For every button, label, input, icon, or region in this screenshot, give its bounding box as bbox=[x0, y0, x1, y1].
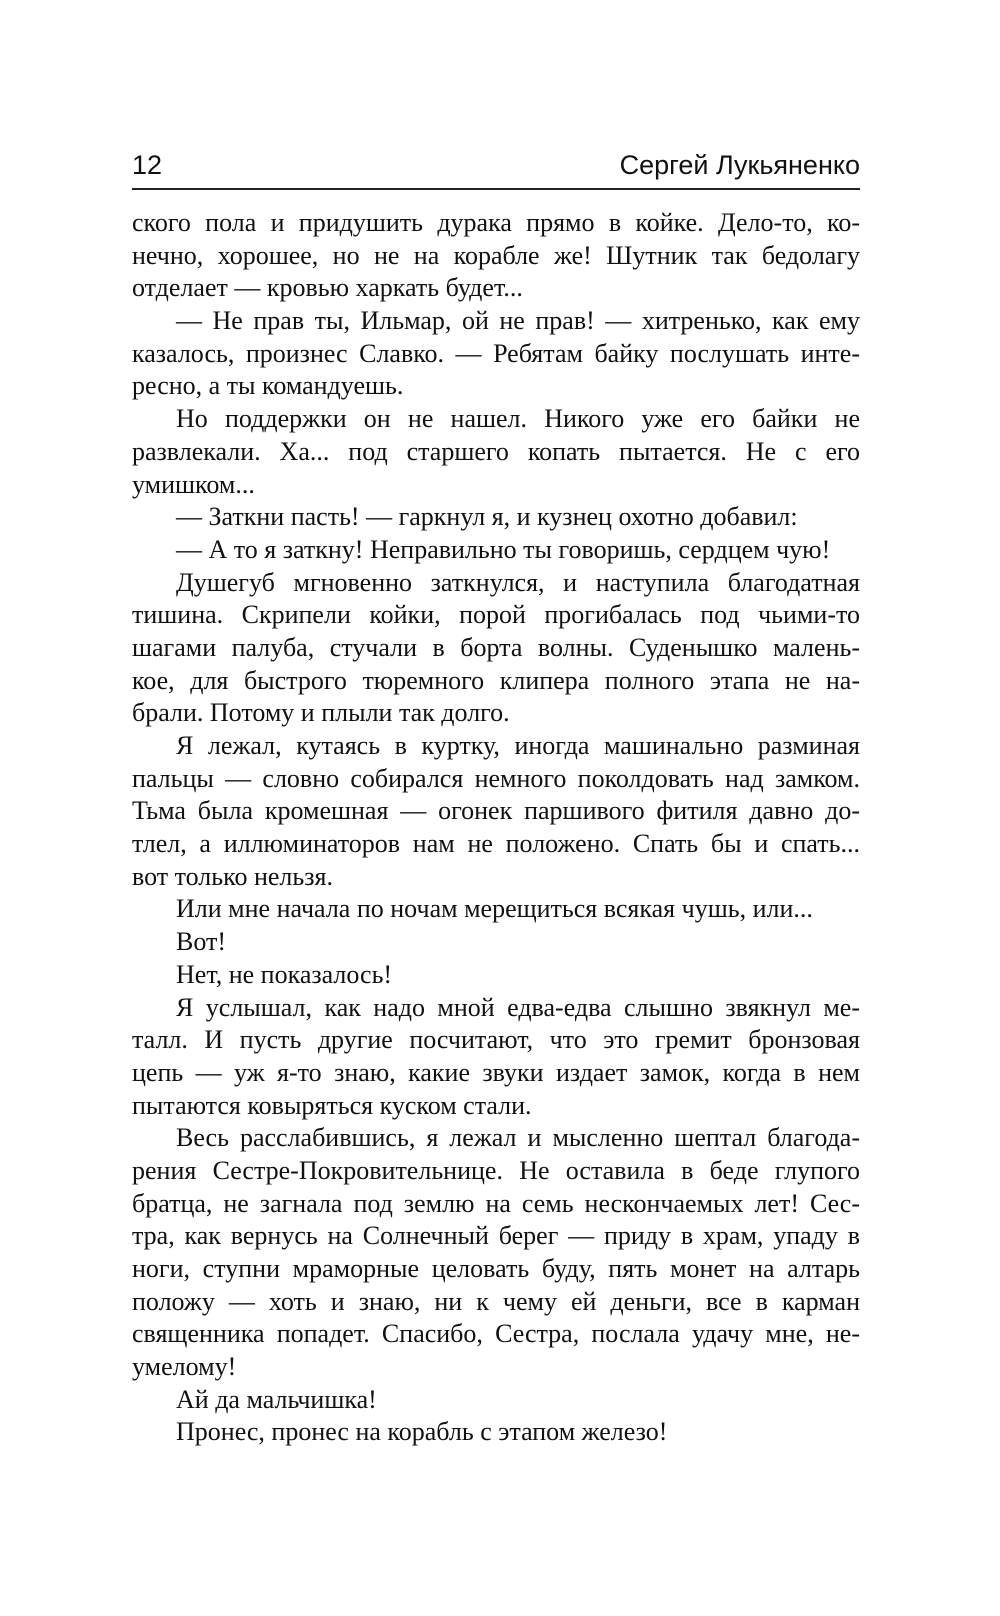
text-line: шагами палуба, стучали в борта волны. Суденышко малень- bbox=[132, 632, 860, 662]
text-line: положу — хоть и знаю, ни к чему ей деньги, все в карман bbox=[132, 1286, 860, 1316]
paragraph bbox=[132, 534, 860, 567]
text-line: Или мне начала по ночам мерещиться всякая чушь, или... bbox=[176, 894, 813, 924]
text-line: Но поддержки он не нашел. Никого уже его байки не bbox=[176, 404, 860, 434]
text-line: — Не прав ты, Ильмар, ой не прав! — хитренько, как ему bbox=[176, 306, 860, 336]
paragraph bbox=[132, 207, 860, 305]
text-line: пальцы — словно собирался немного поколдовать над замком. bbox=[132, 763, 860, 793]
text-line: Весь расслабившись, я лежал и мысленно шептал благода- bbox=[176, 1123, 860, 1153]
text-line: отделает — кровью харкать будет... bbox=[132, 273, 523, 303]
text-line: нечно, хорошее, но не на корабле же! Шутник так бедолагу bbox=[132, 240, 860, 270]
text-line: Вот! bbox=[176, 927, 227, 957]
paragraph bbox=[132, 1122, 860, 1384]
text-line: Я услышал, как надо мной едва-едва слышно звякнул ме- bbox=[176, 992, 860, 1022]
paragraph bbox=[132, 1384, 860, 1417]
paragraph bbox=[132, 959, 860, 992]
text-line: тишина. Скрипели койки, порой прогибалась под чьими-то bbox=[132, 600, 860, 630]
text-line: пытаются ковыряться куском стали. bbox=[132, 1090, 532, 1120]
paragraph bbox=[132, 403, 860, 501]
text-line: рения Сестре-Покровительнице. Не оставила в беде глупого bbox=[132, 1155, 860, 1185]
text-line: Душегуб мгновенно заткнулся, и наступила благодатная bbox=[176, 567, 860, 597]
text-line: Я лежал, кутаясь в куртку, иногда машинально разминая bbox=[176, 731, 860, 760]
paragraph bbox=[132, 730, 860, 893]
text-line: ноги, ступни мраморные целовать буду, пять монет на алтарь bbox=[132, 1254, 860, 1283]
paragraph bbox=[132, 305, 860, 403]
text-line: умишком... bbox=[132, 469, 255, 499]
paragraph bbox=[132, 501, 860, 534]
text-line: Ай да мальчишка! bbox=[176, 1384, 377, 1414]
paragraph bbox=[132, 893, 860, 926]
text-line: Нет, не показалось! bbox=[176, 959, 393, 989]
text-line: кое, для быстрого тюремного клипера полного этапа не на- bbox=[132, 665, 860, 695]
text-line: — Заткни пасть! — гаркнул я, и кузнец охотно добавил: bbox=[176, 502, 798, 532]
text-line: тлел, а иллюминаторов нам не положено. Спать бы и спать... bbox=[132, 829, 860, 859]
text-line: умелому! bbox=[132, 1352, 237, 1382]
paragraph bbox=[132, 1416, 860, 1449]
text-line: цепь — уж я-то знаю, какие звуки издает замок, когда в нем bbox=[132, 1057, 860, 1087]
text-line: ского пола и придушить дурака прямо в койке. Дело-то, ко- bbox=[132, 208, 860, 237]
text-line: талл. И пусть другие посчитают, что это гремит бронзовая bbox=[132, 1025, 860, 1055]
text-line: ресно, а ты командуешь. bbox=[132, 371, 404, 401]
text-line: вот только нельзя. bbox=[132, 861, 333, 891]
text-line: священника попадет. Спасибо, Сестра, послала удачу мне, не- bbox=[132, 1319, 860, 1349]
text-line: казалось, произнес Славко. — Ребятам байку послушать инте- bbox=[132, 338, 860, 368]
text-line: Пронес, пронес на корабль с этапом железо! bbox=[176, 1417, 668, 1447]
author-name: Сергей Лукьяненко bbox=[619, 150, 860, 180]
text-line: тра, как вернусь на Солнечный берег — приду в храм, упаду в bbox=[132, 1221, 860, 1251]
paragraph bbox=[132, 926, 860, 959]
body-text bbox=[132, 207, 860, 1449]
text-line: брали. Потому и плыли так долго. bbox=[132, 698, 510, 728]
text-line: братца, не загнала под землю на семь нескончаемых лет! Сес- bbox=[132, 1188, 860, 1218]
paragraph bbox=[132, 567, 860, 730]
paragraph bbox=[132, 992, 860, 1123]
page-number: 12 bbox=[132, 150, 163, 180]
text-line: Тьма была кромешная — огонек паршивого фитиля давно до- bbox=[132, 796, 860, 826]
running-header bbox=[132, 148, 860, 190]
text-line: развлекали. Ха... под старшего копать пытается. Не с его bbox=[132, 436, 860, 466]
text-line: — А то я заткну! Неправильно ты говоришь, сердцем чую! bbox=[176, 534, 831, 564]
